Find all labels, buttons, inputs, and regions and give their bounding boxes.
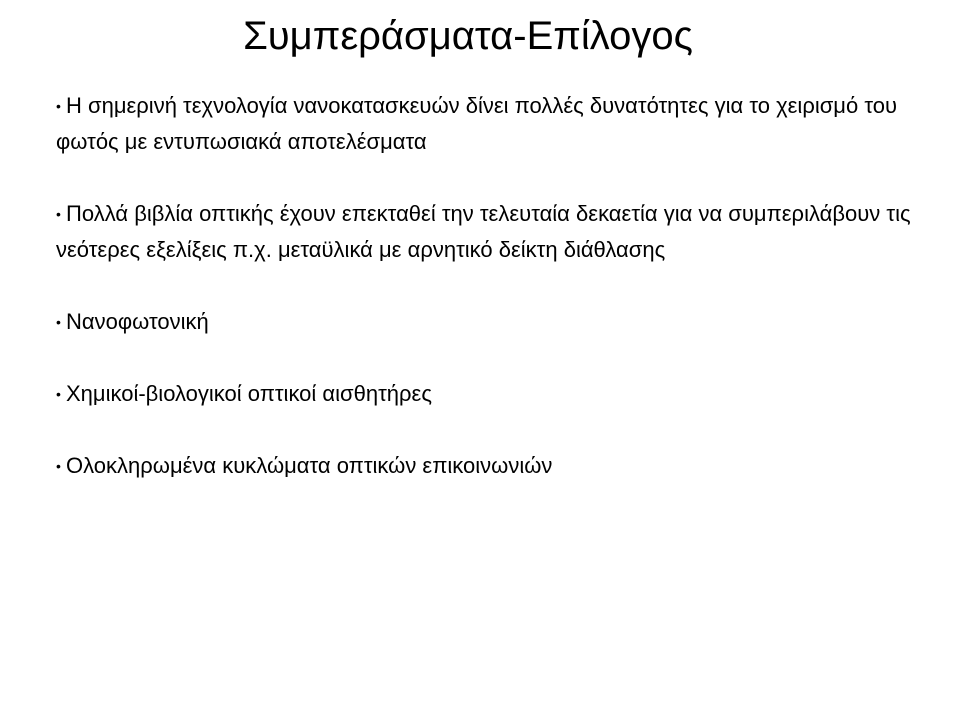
bullet-text: Χημικοί-βιολογικοί οπτικοί αισθητήρες [66, 381, 432, 406]
slide-title: Συμπεράσματα-Επίλογος [243, 14, 693, 58]
bullet-item [56, 88, 916, 160]
bullet-icon: • [56, 206, 61, 222]
bullet-text: Πολλά βιβλία οπτικής έχουν επεκταθεί την τελευταία δεκαετία για να συμπεριλάβουν τις νεότερες εξελίξεις π.χ. μεταϋλικά με αρνητικό δείκτη διάθλασης [56, 201, 911, 262]
bullet-icon: • [56, 98, 61, 114]
bullet-text: Ολοκληρωμένα κυκλώματα οπτικών επικοινωνιών [66, 453, 553, 478]
bullet-item [56, 196, 916, 268]
bullet-spacer [56, 160, 916, 196]
bullet-spacer [56, 340, 916, 376]
bullet-spacer [56, 268, 916, 304]
bullet-icon: • [56, 458, 61, 474]
bullet-item [56, 376, 916, 412]
bullet-item [56, 448, 916, 484]
bullet-icon: • [56, 386, 61, 402]
bullet-list [56, 88, 916, 484]
bullet-text: Η σημερινή τεχνολογία νανοκατασκευών δίνει πολλές δυνατότητες για το χειρισμό του φωτός με εντυπωσιακά αποτελέσματα [56, 93, 897, 154]
bullet-icon: • [56, 314, 61, 330]
bullet-text: Νανοφωτονική [66, 309, 209, 334]
bullet-spacer [56, 412, 916, 448]
bullet-item [56, 304, 916, 340]
